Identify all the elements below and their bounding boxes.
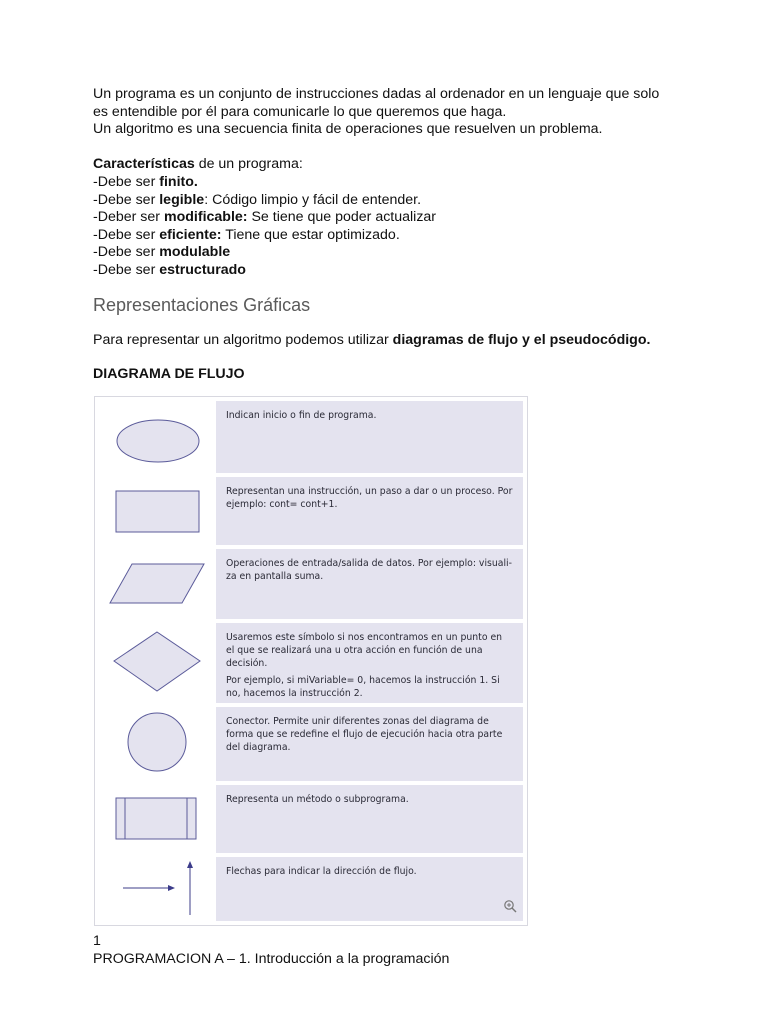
item-bold: modificable: — [163, 209, 248, 226]
flowchart-symbols-figure — [94, 396, 528, 926]
item-bold: estructurado — [159, 261, 246, 278]
symbol-description — [216, 857, 523, 921]
representation-text-bold: diagramas de flujo y el pseudocódigo. — [392, 331, 651, 348]
characteristic-item — [93, 227, 693, 245]
diagram-title: DIAGRAMA DE FLUJO — [93, 366, 245, 383]
symbol-row-flow-arrows — [95, 857, 527, 921]
item-prefix: -Debe ser — [93, 191, 160, 208]
symbol-description — [216, 785, 523, 853]
page-number: 1 — [93, 933, 101, 949]
symbol-row-input-output — [95, 549, 527, 619]
characteristics-title-bold: Características — [93, 156, 195, 173]
item-rest: : Código limpio y fácil de entender. — [204, 191, 422, 208]
characteristics-title-rest: de un programa: — [194, 156, 303, 173]
item-bold: eficiente: — [159, 226, 222, 243]
characteristics-title — [93, 156, 693, 174]
description-text: Usaremos este símbolo si nos encontramos en un punto en el que se realizará una u otra acción en función de una decisión. — [226, 632, 503, 669]
intro-line-2: es entendible por él para comunicarle lo que queremos que haga. — [93, 103, 507, 120]
subprocess-icon — [97, 785, 211, 853]
representation-text — [93, 332, 693, 350]
arrows-icon — [97, 857, 211, 921]
representation-text-plain: Para representar un algoritmo podemos utilizar — [93, 331, 393, 348]
characteristic-item — [93, 209, 693, 227]
item-rest: Tiene que estar optimizado. — [221, 226, 400, 243]
symbol-row-connector — [95, 707, 527, 781]
description-text: Flechas para indicar la dirección de flujo. — [226, 866, 417, 877]
document-body — [93, 86, 693, 384]
characteristic-item — [93, 244, 693, 262]
symbol-row-decision — [95, 623, 527, 703]
item-bold: finito. — [159, 173, 198, 190]
characteristic-item — [93, 192, 693, 210]
symbol-description — [216, 401, 523, 473]
description-text: Indican inicio o fin de programa. — [226, 410, 377, 421]
description-text: Representa un método o subprograma. — [226, 794, 409, 805]
rectangle-icon — [97, 477, 211, 545]
diamond-icon — [97, 623, 211, 703]
section-heading: Representaciones Gráficas — [93, 294, 311, 315]
oval-icon — [97, 401, 211, 473]
symbol-description — [216, 707, 523, 781]
item-rest: Se tiene que poder actualizar — [247, 209, 437, 226]
description-text: Conector. Permite unir diferentes zonas del diagrama de forma que se redefine el flujo de ejecución hacia otra parte del diagrama. — [226, 716, 503, 753]
symbol-row-terminator — [95, 401, 527, 473]
zoom-in-icon[interactable] — [503, 899, 517, 917]
item-prefix: -Debe ser — [93, 261, 160, 278]
symbol-description — [216, 549, 523, 619]
item-prefix: -Debe ser — [93, 173, 160, 190]
symbol-row-subprogram — [95, 785, 527, 853]
item-bold: legible — [159, 191, 205, 208]
intro-line-3: Un algoritmo es una secuencia finita de operaciones que resuelven un problema. — [93, 121, 603, 138]
description-text: Operaciones de entrada/salida de datos. Por ejemplo: visuali-za en pantalla suma. — [226, 558, 512, 582]
description-text: Por ejemplo, si miVariable= 0, hacemos la instrucción 1. Si no, hacemos la instrucción 2. — [226, 675, 500, 699]
intro-line-1: Un programa es un conjunto de instrucciones dadas al ordenador en un lenguaje que solo — [93, 86, 660, 102]
circle-icon — [97, 707, 211, 781]
page-footer — [93, 933, 449, 968]
symbol-row-process — [95, 477, 527, 545]
item-bold: modulable — [159, 244, 231, 261]
symbol-description — [216, 477, 523, 545]
item-prefix: -Debe ser — [93, 226, 160, 243]
characteristic-item — [93, 262, 693, 280]
item-prefix: -Debe ser — [93, 244, 160, 261]
description-text: Representan una instrucción, un paso a dar o un proceso. Por ejemplo: cont= cont+1. — [226, 486, 513, 510]
item-prefix: -Deber ser — [93, 209, 164, 226]
parallelogram-icon — [97, 549, 211, 619]
characteristic-item — [93, 174, 693, 192]
symbol-description — [216, 623, 523, 703]
course-title: PROGRAMACION A – 1. Introducción a la programación — [93, 950, 450, 967]
